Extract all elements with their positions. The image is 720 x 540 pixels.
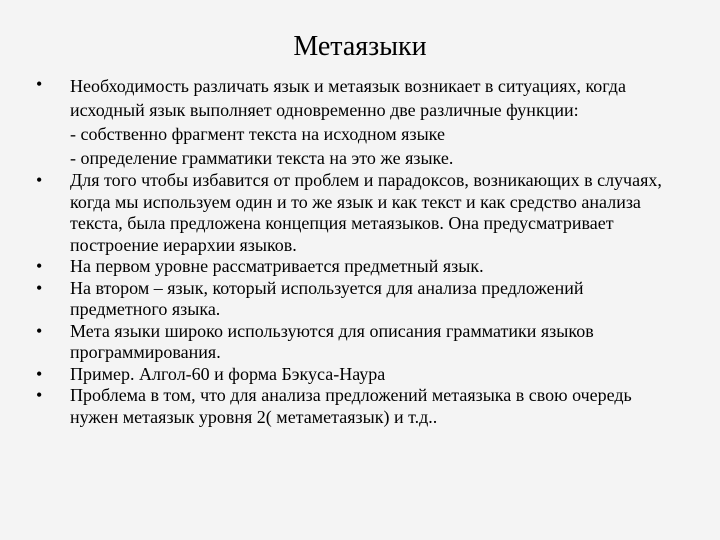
bullet-text: Проблема в том, что для анализа предложений метаязыка в свою очередь нужен метаязык уровня 2( метаметаязык) и т.д.. bbox=[70, 385, 632, 427]
bullet-dot-icon: • bbox=[36, 320, 43, 341]
bullet-item bbox=[36, 256, 676, 278]
bullet-text: Для того чтобы избавится от проблем и парадоксов, возникающих в случаях, когда мы используем один и то же язык и как текст и как средство анализа текста, была предложена концепция метаязыков. Она предусматривает построение иерархии языков. bbox=[70, 170, 662, 255]
bullet-text: Необходимость различать язык и метаязык возникает в ситуациях, когда исходный язык выполняет одновременно две различные функции: bbox=[70, 76, 626, 120]
bullet-item bbox=[36, 170, 676, 256]
bullet-text: На втором – язык, который используется для анализа предложений предметного языка. bbox=[70, 277, 584, 319]
bullet-dot-icon: • bbox=[36, 74, 43, 94]
bullet-item bbox=[36, 278, 676, 321]
bullet-text: Мета языки широко используются для описания грамматики языков программирования. bbox=[70, 320, 594, 362]
bullet-text: Пример. Алгол-60 и форма Бэкуса-Наура bbox=[70, 363, 386, 384]
bullet-subitem: - определение грамматики текста на это же языке. bbox=[70, 148, 454, 168]
bullet-item bbox=[36, 74, 676, 170]
bullet-dot-icon: • bbox=[36, 277, 43, 298]
bullet-list bbox=[36, 74, 676, 428]
bullet-text: На первом уровне рассматривается предметный язык. bbox=[70, 256, 484, 276]
bullet-dot-icon: • bbox=[36, 170, 43, 190]
bullet-subitem: - собственно фрагмент текста на исходном языке bbox=[70, 124, 445, 144]
bullet-dot-icon: • bbox=[36, 385, 43, 405]
bullet-item bbox=[36, 364, 676, 386]
bullet-item bbox=[36, 385, 676, 428]
bullet-dot-icon: • bbox=[36, 256, 43, 276]
bullet-dot-icon: • bbox=[36, 363, 43, 384]
bullet-item bbox=[36, 321, 676, 364]
slide-title: Метаязыки bbox=[293, 31, 427, 62]
